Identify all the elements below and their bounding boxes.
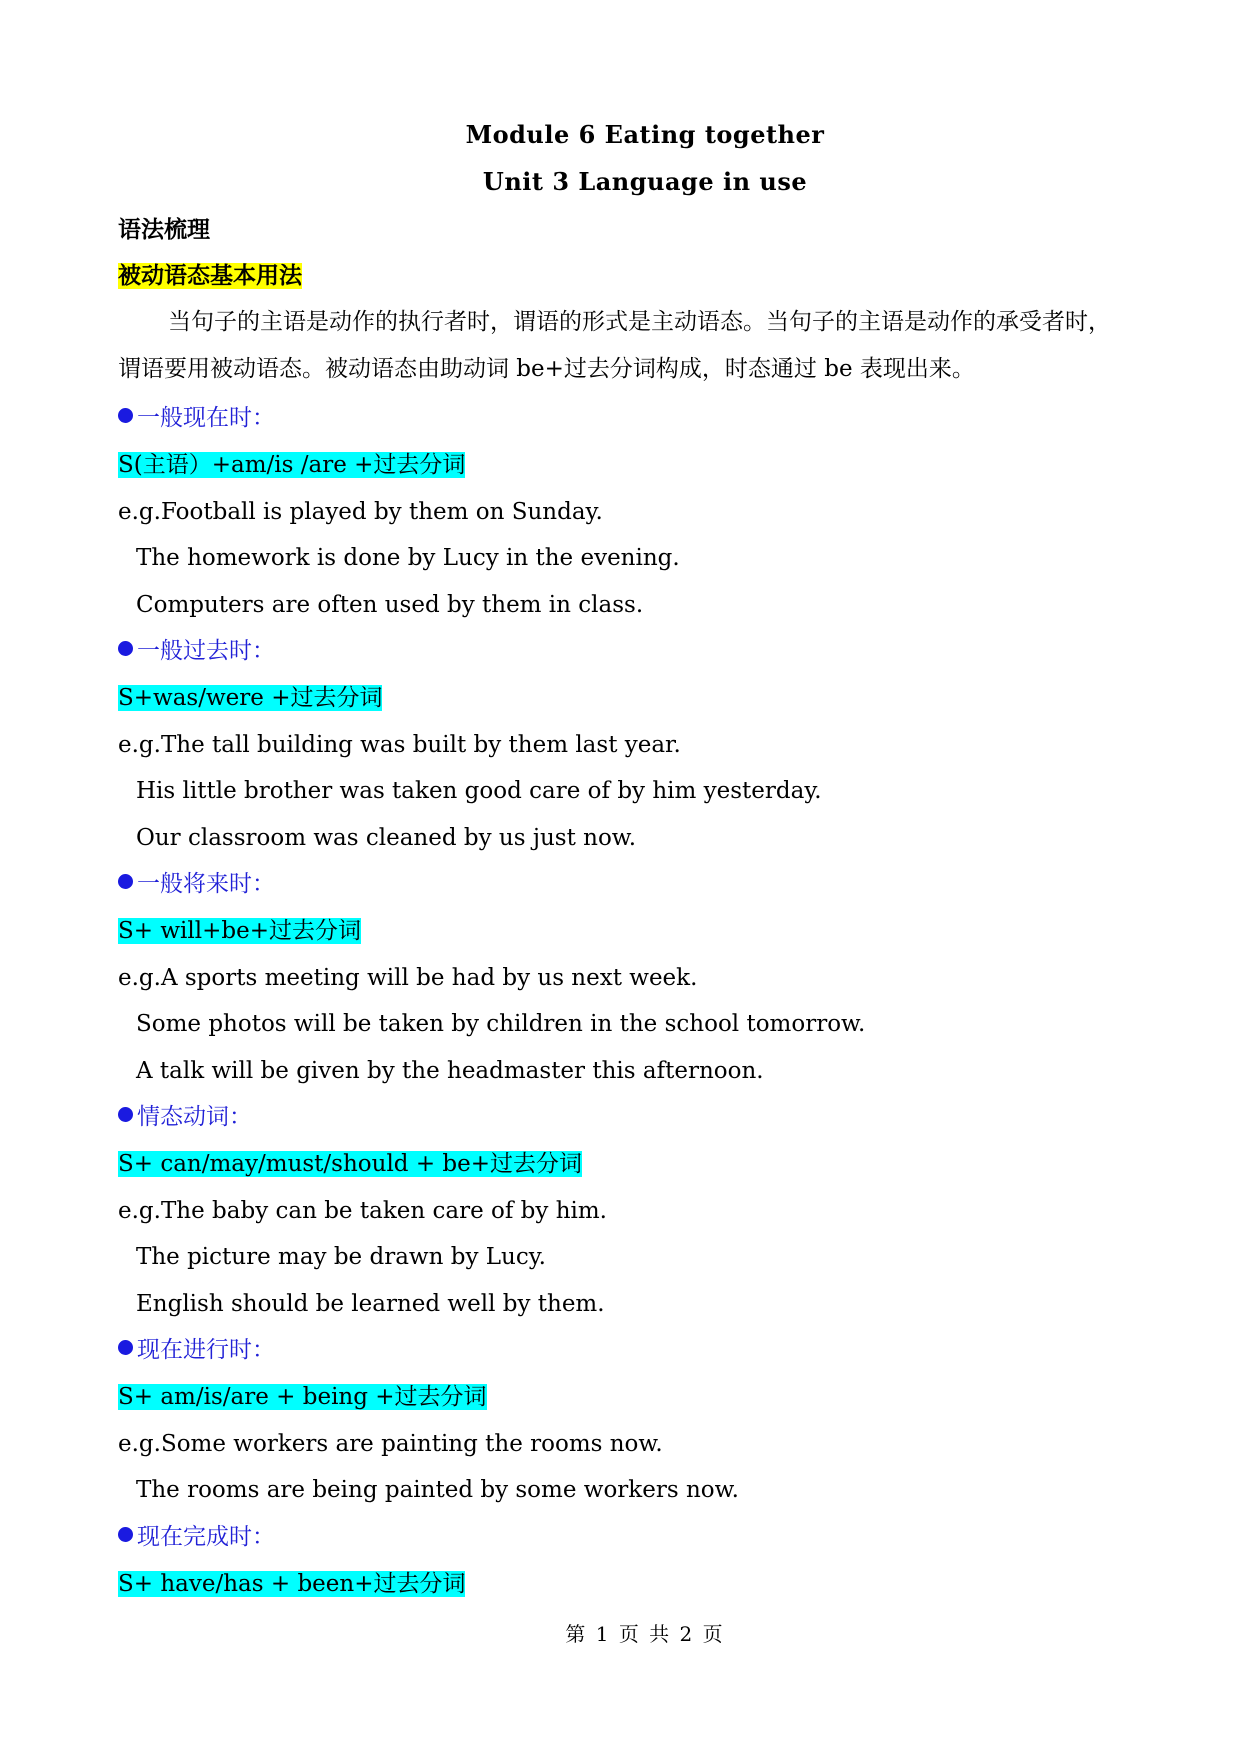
example-line: e.g.Football is played by them on Sunday. [118,499,603,525]
example-line: The picture may be drawn by Lucy. [136,1244,546,1270]
bullet-icon [118,1107,133,1122]
example-line: A talk will be given by the headmaster this afternoon. [136,1058,764,1084]
topic-heading-text: 被动语态基本用法 [118,263,302,289]
tense-heading [118,403,275,433]
document-subtitle: Unit 3 Language in use [482,167,808,196]
bullet-icon [118,1340,133,1355]
formula-text: S+was/were +过去分词 [118,685,383,711]
tense-heading [118,1102,252,1132]
example-line: The homework is done by Lucy in the evening. [136,545,680,571]
example-line: The rooms are being painted by some workers now. [136,1477,739,1503]
example-line: His little brother was taken good care of by him yesterday. [136,778,822,804]
example-line: e.g.The baby can be taken care of by him. [118,1198,607,1224]
example-line: e.g.A sports meeting will be had by us next week. [118,965,698,991]
bullet-icon [118,874,133,889]
page-footer: 第 1 页 共 2 页 [565,1622,725,1646]
tense-name: 一般将来时： [137,871,275,897]
tense-heading [118,869,275,899]
tense-formula [118,916,361,946]
tense-formula [118,1149,582,1179]
tense-name: 情态动词： [137,1104,252,1130]
tense-formula [118,1382,487,1412]
tense-heading [118,636,275,666]
example-line: Some photos will be taken by children in the school tomorrow. [136,1011,866,1037]
tense-formula [118,450,465,480]
tense-formula [118,1569,465,1599]
formula-text: S(主语）+am/is /are +过去分词 [118,452,466,478]
example-line: English should be learned well by them. [136,1291,605,1317]
example-line: Computers are often used by them in class. [136,592,644,618]
intro-paragraph: 当句子的主语是动作的执行者时，谓语的形式是主动语态。当句子的主语是动作的承受者时，谓语要用被动语态。被动语态由助动词 be+过去分词构成，时态通过 be 表现出来。 [118,309,1111,382]
formula-text: S+ have/has + been+过去分词 [118,1571,466,1597]
bullet-icon [118,641,133,656]
tense-name: 一般现在时： [137,405,275,431]
formula-text: S+ am/is/are + being +过去分词 [118,1384,487,1410]
bullet-icon [118,408,133,423]
section-heading: 语法梳理 [118,217,210,243]
topic-heading [118,261,302,291]
document-title: Module 6 Eating together [465,120,825,149]
formula-text: S+ will+be+过去分词 [118,918,361,944]
tense-name: 现在进行时： [137,1337,275,1363]
example-line: e.g.The tall building was built by them last year. [118,732,681,758]
tense-name: 一般过去时： [137,638,275,664]
example-line: e.g.Some workers are painting the rooms now. [118,1431,663,1457]
bullet-icon [118,1527,133,1542]
example-line: Our classroom was cleaned by us just now. [136,825,637,851]
formula-text: S+ can/may/must/should + be+过去分词 [118,1151,583,1177]
tense-formula [118,683,382,713]
tense-heading [118,1522,275,1552]
tense-heading [118,1335,275,1365]
tense-name: 现在完成时： [137,1524,275,1550]
